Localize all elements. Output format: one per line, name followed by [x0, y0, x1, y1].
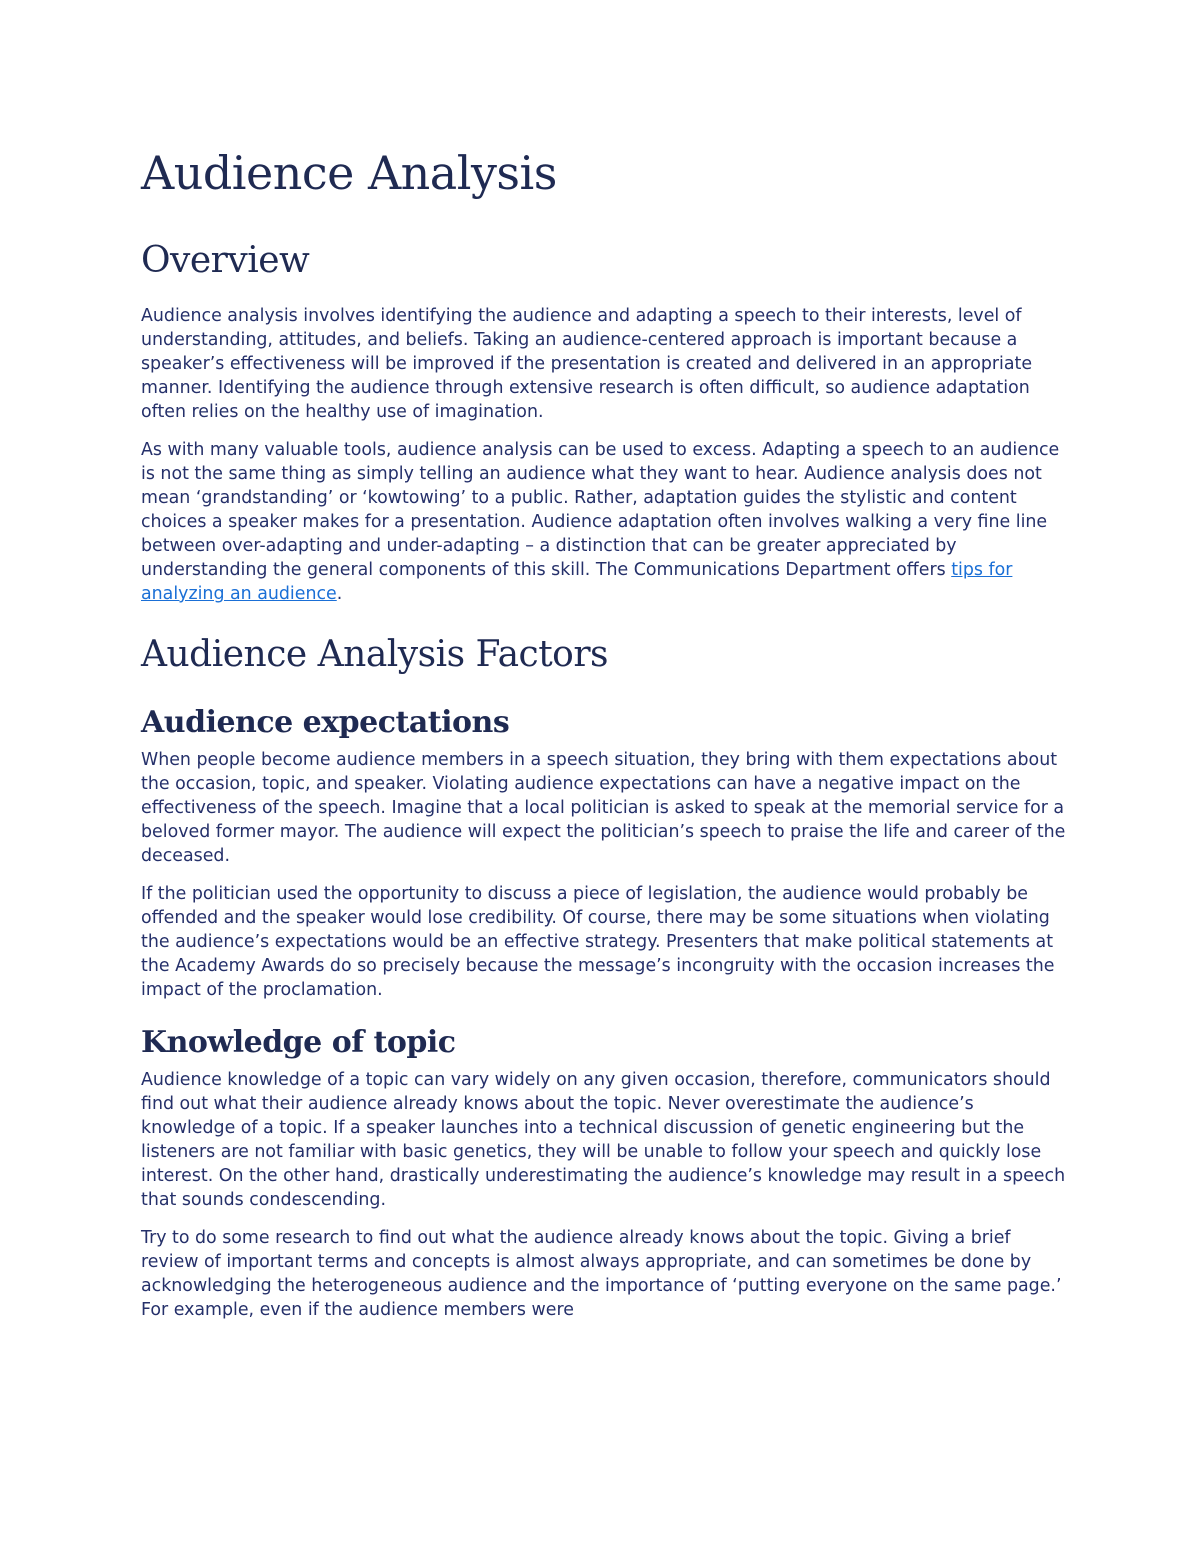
expectations-paragraph-2: If the politician used the opportunity to discuss a piece of legislation, the audience would probably be offended and the speaker would lose credibility. Of course, there may be some situations when violating the audience’s expectations would be an effective strategy. Presenters that make political statements at the Academy Awards do so precisely because the message’s incongruity with the occasion increases the impact of the proclamation.: [141, 884, 1055, 1000]
knowledge-heading: Knowledge of topic: [141, 1025, 456, 1060]
overview-paragraph-2-text: As with many valuable tools, audience analysis can be used to excess. Adapting a speech to an audience is not the same thing as simply telling an audience what they want to hear. Audience analysis does not mean ‘grandstanding’ or ‘kowtowing’ to a public. Rather, adaptation guides the stylistic and content choices a speaker makes for a presentation. Audience adaptation often involves walking a very fine line between over-adapting and under-adapting – a distinction that can be greater appreciated by understanding the general components of this skill. The Communications Department offers: [141, 440, 1060, 580]
factors-heading: Audience Analysis Factors: [141, 634, 609, 675]
knowledge-paragraph-1: Audience knowledge of a topic can vary widely on any given occasion, therefore, communicators should find out what their audience already knows about the topic. Never overestimate the audience’s knowledge of a topic. If a speaker launches into a technical discussion of genetic engineering but the listeners are not familiar with basic genetics, they will be unable to follow your speech and quickly lose interest. On the other hand, drastically underestimating the audience’s knowledge may result in a speech that sounds condescending.: [141, 1070, 1066, 1210]
overview-paragraph-2-end: .: [336, 584, 343, 604]
page-title: Audience Analysis: [141, 146, 557, 200]
expectations-paragraph-1: When people become audience members in a speech situation, they bring with them expectations about the occasion, topic, and speaker. Violating audience expectations can have a negative impact on the effectiveness of the speech. Imagine that a local politician is asked to speak at the memorial service for a beloved former mayor. The audience will expect the politician’s speech to praise the life and career of the deceased.: [141, 750, 1066, 866]
document-page: [141, 140, 1066, 1322]
expectations-heading: Audience expectations: [141, 705, 510, 740]
overview-heading: Overview: [141, 240, 310, 281]
overview-paragraph-2: [141, 438, 1066, 606]
tips-link[interactable]: tips for analyzing an audience: [141, 560, 1013, 604]
knowledge-paragraph-2: Try to do some research to find out what the audience already knows about the topic. Giving a brief review of important terms and concepts is almost always appropriate, and can sometimes be done by acknowledging the heterogeneous audience and the importance of ‘putting everyone on the same page.’ For example, even if the audience members were: [141, 1228, 1062, 1320]
overview-paragraph-1: Audience analysis involves identifying the audience and adapting a speech to their interests, level of understanding, attitudes, and beliefs. Taking an audience-centered approach is important because a speaker’s effectiveness will be improved if the presentation is created and delivered in an appropriate manner. Identifying the audience through extensive research is often difficult, so audience adaptation often relies on the healthy use of imagination.: [141, 306, 1033, 422]
